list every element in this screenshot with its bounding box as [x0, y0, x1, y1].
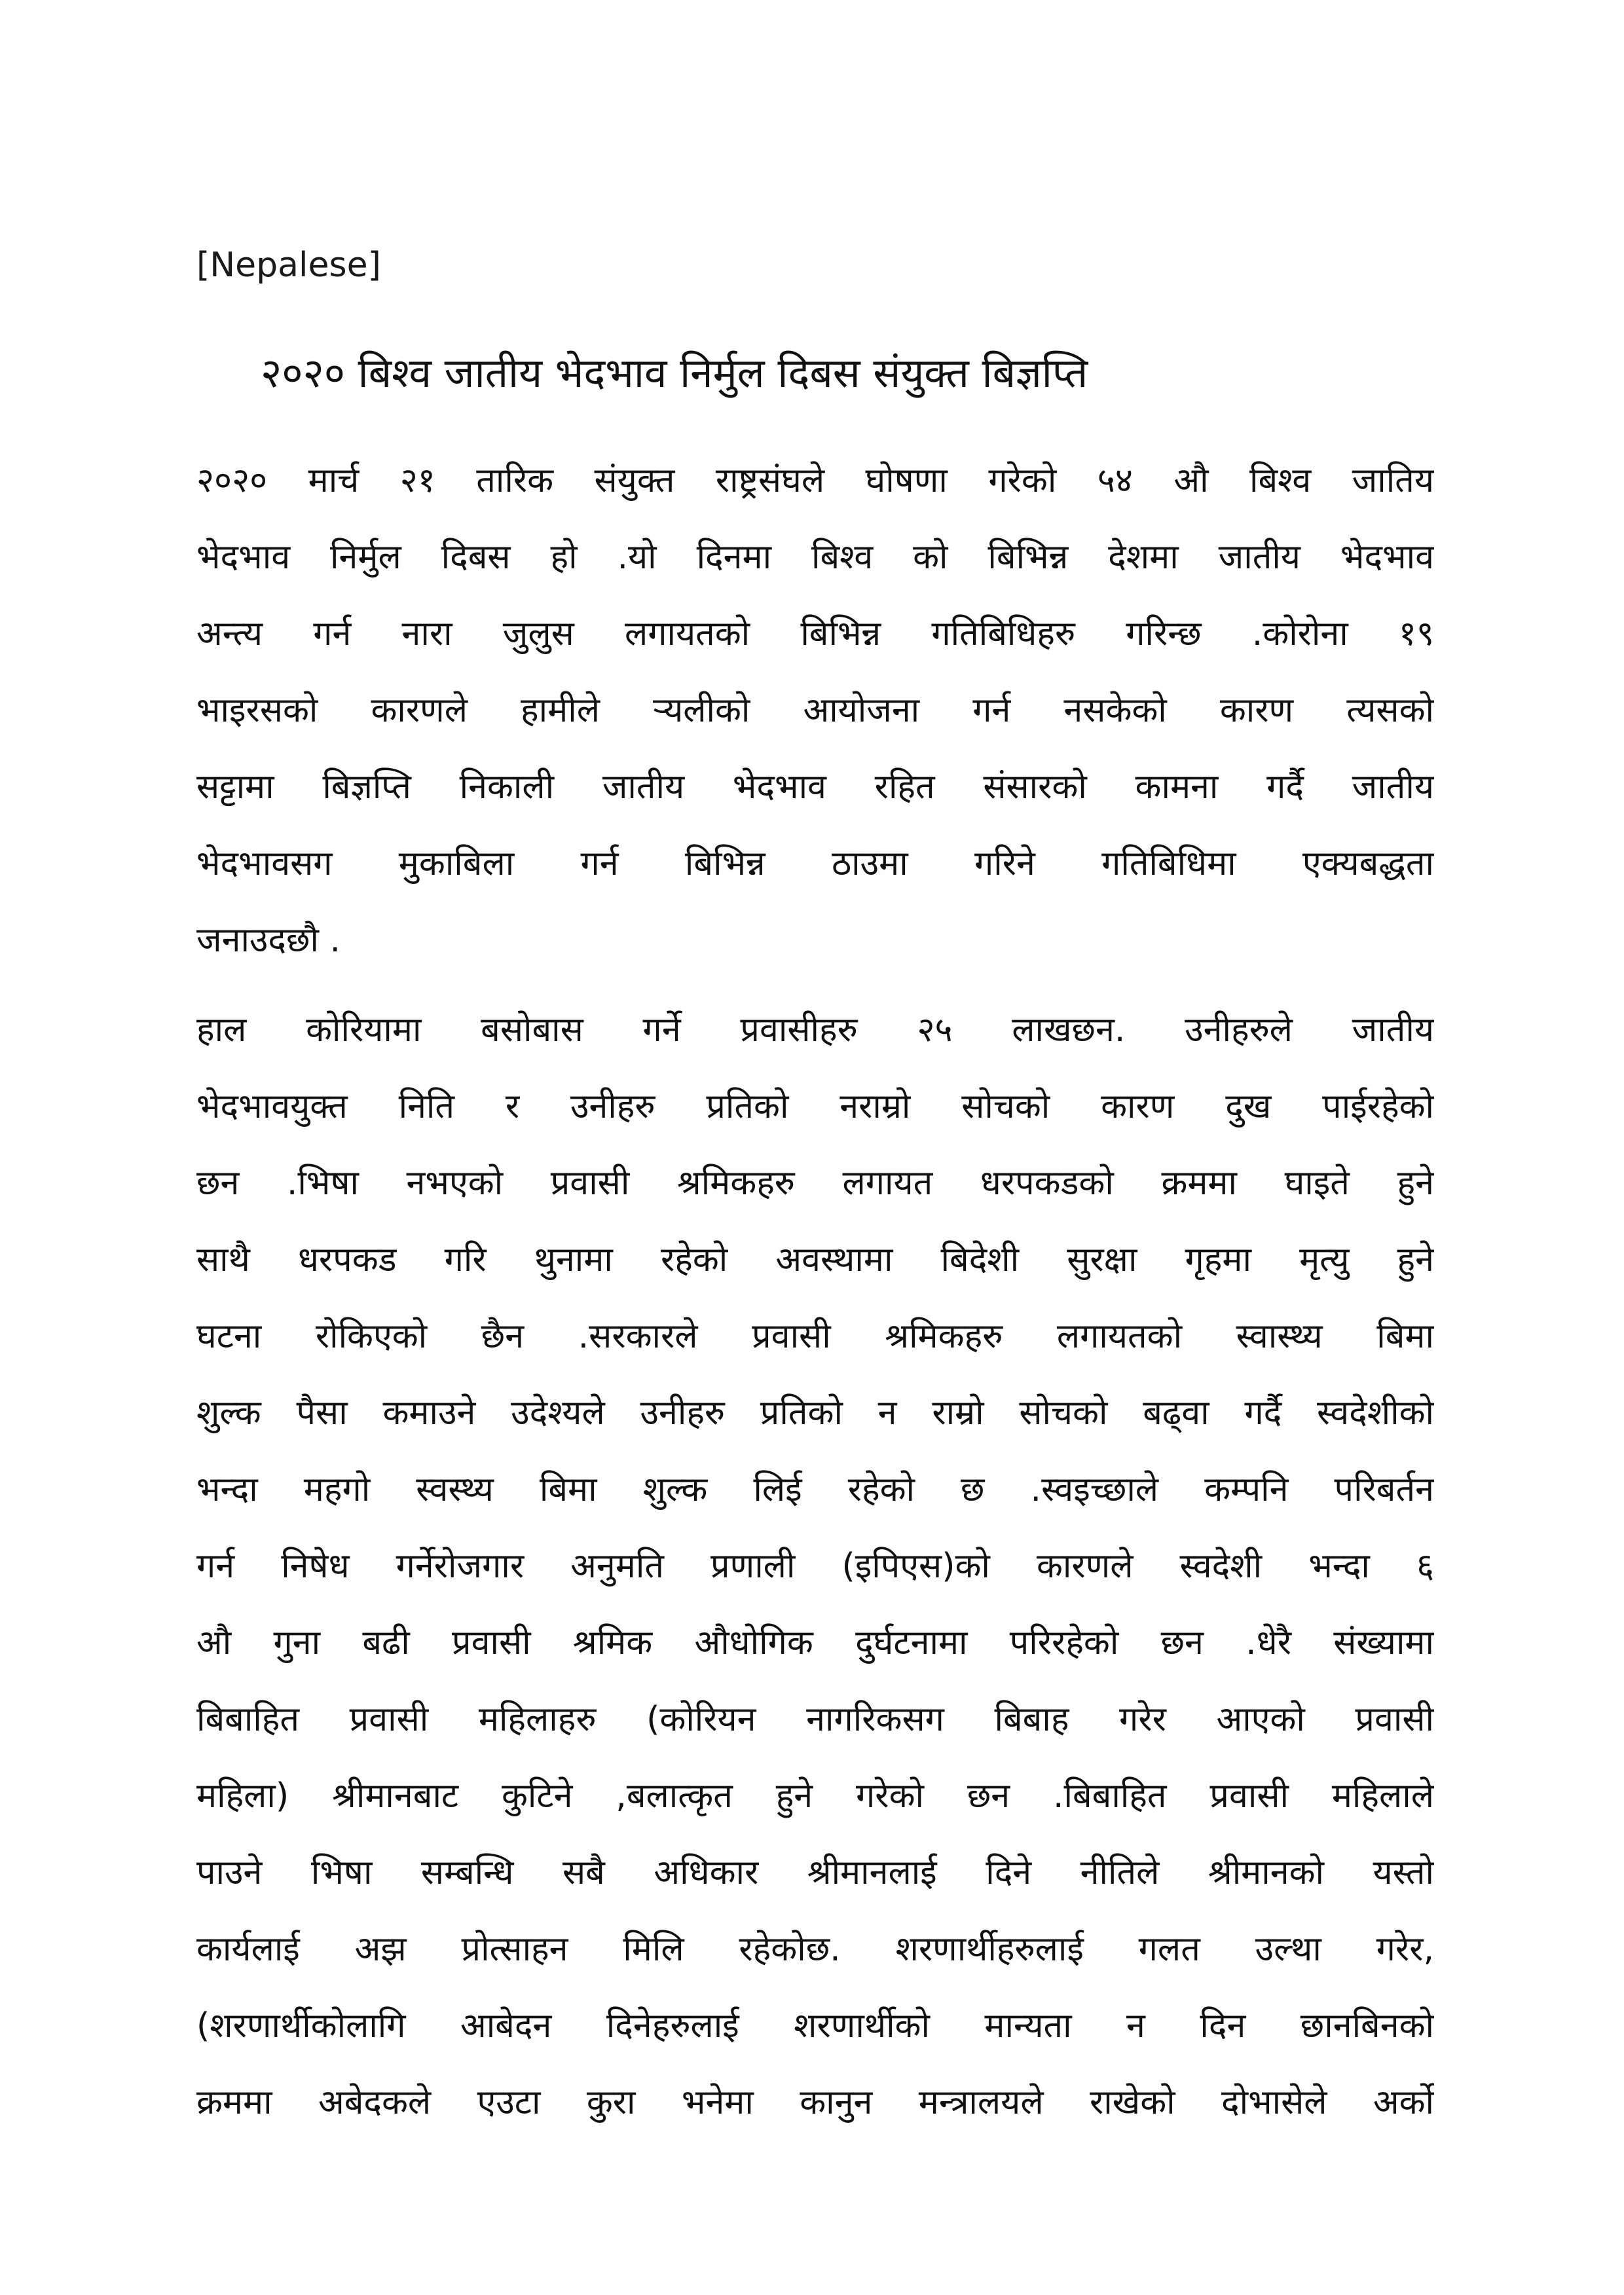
paragraph-line: शुल्क पैसा कमाउने उदेश्यले उनीहरु प्रतिको न राम्रो सोचको बढ्वा गर्दै स्वदेशीको	[196, 1393, 1434, 1433]
paragraph-line: क्रममा अबेदकले एउटा कुरा भनेमा कानुन मन्त्रालयले राखेको दोभासेले अर्को	[196, 2083, 1434, 2122]
language-tag: [Nepalese]	[196, 246, 381, 285]
paragraph-line: जनाउदछौ .	[196, 921, 341, 960]
paragraph-line: औ गुना बढी प्रवासी श्रमिक औधोगिक दुर्घटनामा परिरहेको छन .धेरै संख्यामा	[196, 1623, 1434, 1662]
paragraph-line: गर्न निषेध गर्नेरोजगार अनुमति प्रणाली (इपिएस)को कारणले स्वदेशी भन्दा ६	[196, 1547, 1434, 1586]
paragraph-line: घटना रोकिएको छैन .सरकारले प्रवासी श्रमिकहरु लगायतको स्वास्थ्य बिमा	[196, 1317, 1434, 1356]
paragraph-line: भाइरसको कारणले हामीले र्‍यलीको आयोजना गर्न नसकेको कारण त्यसको	[196, 691, 1434, 730]
paragraph-line: (शरणार्थीकोलागि आबेदन दिनेहरुलाई शरणार्थीको मान्यता न दिन छानबिनको	[196, 2006, 1434, 2046]
paragraph-line: हाल कोरियामा बसोबास गर्ने प्रवासीहरु २५ लाखछन. उनीहरुले जातीय	[196, 1010, 1434, 1050]
paragraph-line: कार्यलाई अझ प्रोत्साहन मिलि रहेकोछ. शरणार्थीहरुलाई गलत उल्था गरेर,	[196, 1930, 1434, 1969]
paragraph-line: २०२० मार्च २१ तारिक संयुक्त राष्ट्रसंघले घोषणा गरेको ५४ औ बिश्व जातिय	[196, 461, 1434, 500]
paragraph-line: छन .भिषा नभएको प्रवासी श्रमिकहरु लगायत धरपकडको क्रममा घाइते हुने	[196, 1164, 1434, 1203]
paragraph-line: बिबाहित प्रवासी महिलाहरु (कोरियन नागरिकसग बिबाह गरेर आएको प्रवासी	[196, 1700, 1434, 1739]
paragraph-line: पाउने भिषा सम्बन्धि सबै अधिकार श्रीमानलाई दिने नीतिले श्रीमानको यस्तो	[196, 1853, 1434, 1892]
paragraph-line: अन्त्य गर्न नारा जुलुस लगायतको बिभिन्न गतिबिधिहरु गरिन्छ .कोरोना १९	[196, 614, 1434, 653]
paragraph-2	[196, 992, 1434, 2141]
document-title: २०२० बिश्व जातीय भेदभाव निर्मुल दिबस संयुक्त बिज्ञप्ति	[261, 349, 1088, 397]
paragraph-line: सट्टामा बिज्ञप्ति निकाली जातीय भेदभाव रहित संसारको कामना गर्दै जातीय	[196, 767, 1434, 807]
paragraph-line: साथै धरपकड गरि थुनामा रहेको अवस्थामा बिदेशी सुरक्षा गृहमा मृत्यु हुने	[196, 1240, 1434, 1279]
paragraph-line: भेदभावयुक्त निति र उनीहरु प्रतिको नराम्रो सोचको कारण दुख पाईरहेको	[196, 1087, 1434, 1126]
paragraph-line: भेदभाव निर्मुल दिबस हो .यो दिनमा बिश्व को बिभिन्न देशमा जातीय भेदभाव	[196, 538, 1434, 577]
paragraph-line: भेदभावसग मुकाबिला गर्न बिभिन्न ठाउमा गरिने गतिबिधिमा एक्यबद्धता	[196, 844, 1434, 883]
paragraph-line: महिला) श्रीमानबाट कुटिने ,बलात्कृत हुने गरेको छन .बिबाहित प्रवासी महिलाले	[196, 1776, 1434, 1816]
paragraph-line: भन्दा महगो स्वस्थ्य बिमा शुल्क लिई रहेको छ .स्वइच्छाले कम्पनि परिबर्तन	[196, 1470, 1434, 1509]
paragraph-1	[196, 443, 1434, 979]
